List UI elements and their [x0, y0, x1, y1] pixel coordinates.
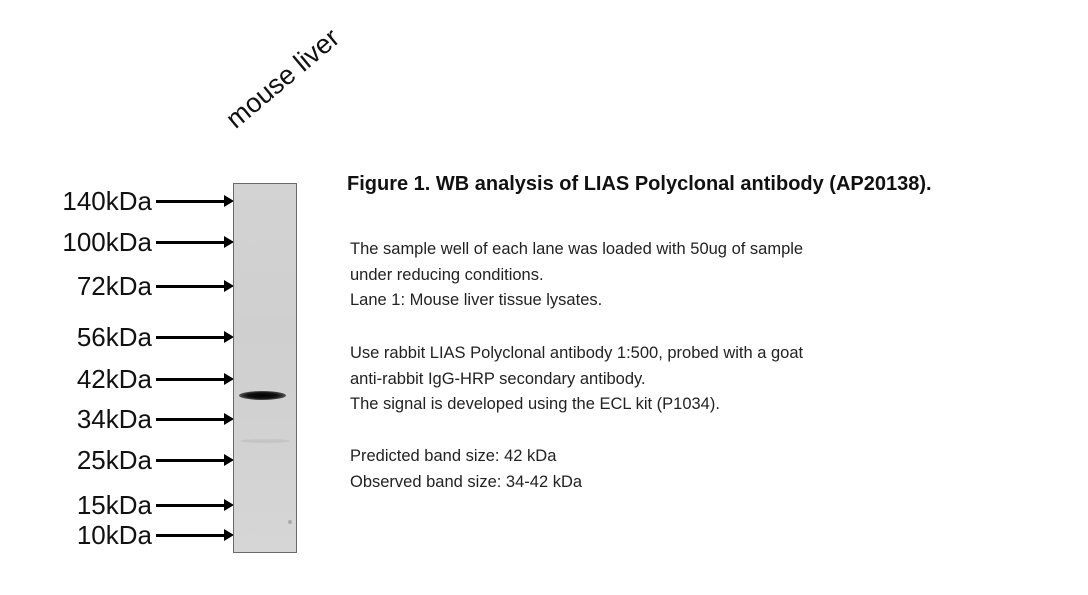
arrow-right-icon	[156, 418, 228, 421]
marker-25kda	[48, 445, 258, 475]
text-line: Lane 1: Mouse liver tissue lysates.	[350, 291, 603, 309]
blot-speck	[288, 520, 292, 524]
marker-label: 140kDa	[62, 185, 152, 216]
marker-label: 100kDa	[62, 226, 152, 257]
text-line: Observed band size: 34-42 kDa	[350, 472, 583, 491]
marker-label: 34kDa	[76, 403, 152, 434]
marker-label: 15kDa	[76, 489, 152, 520]
figure-title: Figure 1. WB analysis of LIAS Polyclonal antibody (AP20138).	[347, 173, 932, 195]
marker-140kda	[48, 186, 258, 216]
marker-100kda	[48, 227, 258, 257]
marker-label: 10kDa	[76, 519, 152, 550]
marker-42kda	[48, 364, 258, 394]
marker-label: 56kDa	[76, 321, 152, 352]
text-line: The sample well of each lane was loaded with 50ug of sample	[350, 240, 804, 258]
marker-10kda	[48, 520, 258, 550]
marker-72kda	[48, 271, 258, 301]
marker-label: 42kDa	[76, 363, 152, 394]
arrow-right-icon	[156, 285, 228, 288]
arrow-right-icon	[156, 459, 228, 462]
faint-band	[240, 439, 290, 443]
band-size-description	[350, 444, 582, 495]
text-line: under reducing conditions.	[350, 265, 544, 284]
text-line: The signal is developed using the ECL kit (P1034).	[350, 395, 720, 413]
arrow-right-icon	[156, 378, 228, 381]
arrow-right-icon	[156, 534, 228, 537]
text-line: anti-rabbit IgG-HRP secondary antibody.	[350, 369, 646, 388]
arrow-right-icon	[156, 504, 228, 507]
marker-34kda	[48, 404, 258, 434]
sample-description	[350, 237, 803, 314]
protein-band	[239, 391, 286, 400]
antibody-description	[350, 341, 803, 418]
marker-label: 72kDa	[76, 270, 152, 301]
arrow-right-icon	[156, 200, 228, 203]
text-line: Predicted band size: 42 kDa	[350, 447, 557, 465]
marker-15kda	[48, 490, 258, 520]
marker-56kda	[48, 322, 258, 352]
text-line: Use rabbit LIAS Polyclonal antibody 1:500, probed with a goat	[350, 344, 804, 362]
western-blot-lane	[233, 183, 297, 553]
lane-label: mouse liver	[220, 22, 346, 135]
arrow-right-icon	[156, 241, 228, 244]
arrow-right-icon	[156, 336, 228, 339]
marker-label: 25kDa	[76, 444, 152, 475]
